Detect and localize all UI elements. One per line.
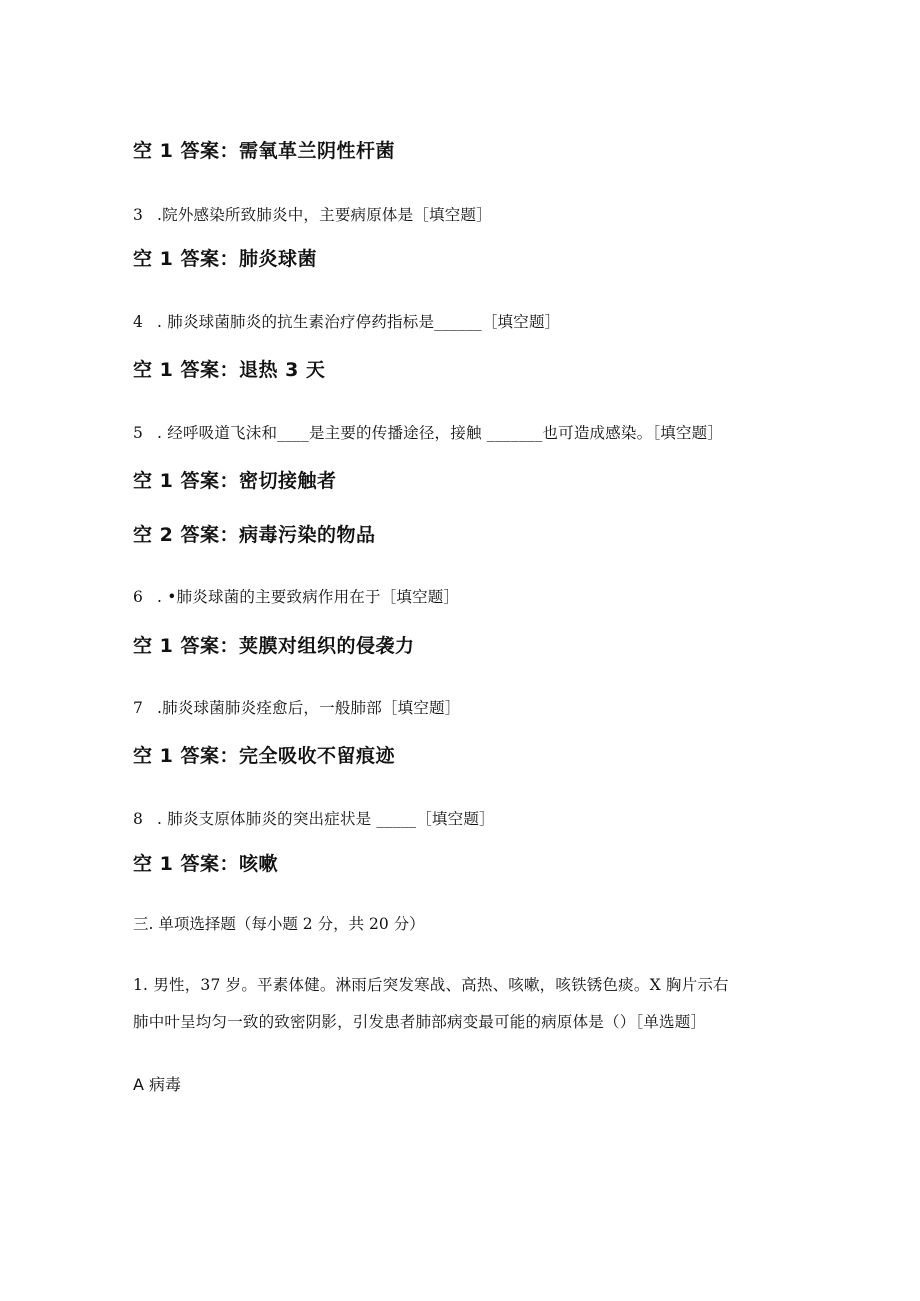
answer-label: 空 1 答案： [133, 745, 239, 767]
question-text: .院外感染所致肺炎中，主要病原体是［填空题］ [157, 206, 492, 224]
answer-text: 完全吸收不留痕迹 [238, 745, 395, 767]
answer-label: 空 1 答案： [133, 248, 239, 270]
question-text: .肺炎球菌肺炎痊愈后，一般肺部［填空题］ [157, 699, 461, 717]
question-number: 6 [133, 588, 144, 606]
answer-text: 需氧革兰阴性杆菌 [238, 140, 395, 162]
answer-label: 空 1 答案： [133, 470, 239, 492]
question-line [133, 203, 492, 225]
answer-line [133, 741, 395, 768]
question-text: . 肺炎球菌肺炎的抗生素治疗停药指标是______［填空题］ [157, 313, 561, 331]
answer-line [133, 631, 414, 658]
answer-text: 荚膜对组织的侵袭力 [238, 635, 415, 657]
answer-text: 病毒污染的物品 [238, 524, 376, 546]
answer-line [133, 466, 336, 493]
question-text: . 经呼吸道飞沫和____是主要的传播途径，接触 _______也可造成感染。［填空题］ [157, 424, 724, 442]
question-line [133, 807, 495, 829]
option-a: A 病毒 [133, 1075, 182, 1094]
question-line [133, 421, 723, 443]
answer-text: 密切接触者 [238, 470, 337, 492]
answer-text: 咳嗽 [238, 853, 278, 875]
question-number: 7 [133, 699, 144, 717]
section-header: 三. 单项选择题（每小题 2 分，共 20 分） [133, 915, 425, 933]
mcq-question-line-2: 肺中叶呈均匀一致的致密阴影，引发患者肺部病变最可能的病原体是（）［单选题］ [133, 1013, 707, 1031]
question-text: . •肺炎球菌的主要致病作用在于［填空题］ [157, 588, 460, 606]
answer-line [133, 355, 325, 382]
answer-label: 空 1 答案： [133, 140, 239, 162]
answer-line [133, 520, 375, 547]
question-number: 3 [133, 206, 144, 224]
mcq-question-line-1: 1. 男性，37 岁。平素体健。淋雨后突发寒战、高热、咳嗽，咳铁锈色痰。X 胸片示右 [133, 976, 729, 994]
question-number: 8 [133, 810, 144, 828]
answer-label: 空 1 答案： [133, 635, 239, 657]
question-text: . 肺炎支原体肺炎的突出症状是 _____［填空题］ [157, 810, 495, 828]
question-line [133, 585, 459, 607]
question-line [133, 310, 560, 332]
question-number: 4 [133, 313, 144, 331]
answer-line [133, 136, 395, 163]
answer-line [133, 244, 317, 271]
question-number: 5 [133, 424, 144, 442]
answer-label: 空 1 答案： [133, 359, 239, 381]
answer-line [133, 849, 278, 876]
question-line [133, 696, 460, 718]
answer-text: 肺炎球菌 [238, 248, 317, 270]
answer-label: 空 2 答案： [133, 524, 239, 546]
answer-label: 空 1 答案： [133, 853, 239, 875]
answer-text: 退热 3 天 [238, 359, 326, 381]
